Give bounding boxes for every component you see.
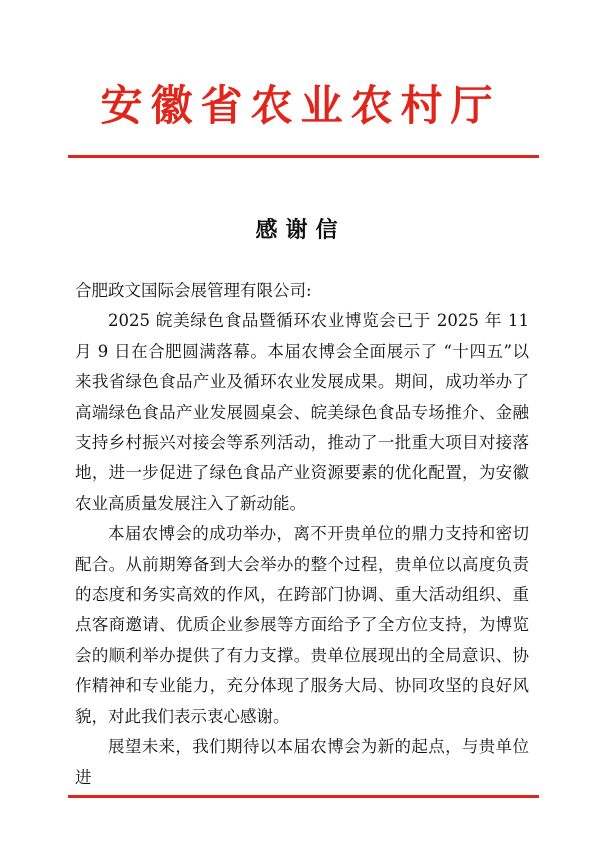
paragraph-2: 本届农博会的成功举办，离不开贵单位的鼎力支持和密切配合。从前期筹备到大会举办的整个过程，贵单位以高度负责的态度和务实高效的作风，在跨部门协调、重大活动组织、重点客商邀请、优质企业参展等方面给予了全方位支持，为博览会的顺利举办提供了有力支撑。贵单位展现出的全局意识、协作精神和专业能力，充分体现了服务大局、协同攻坚的良好风貌，对此我们表示衷心感谢。 [75, 524, 529, 726]
paragraph-3: 展望未来，我们期待以本届农博会为新的起点，与贵单位进 [75, 737, 529, 787]
letterhead-red-rule [68, 155, 539, 158]
letter-title: 感谢信 [255, 217, 346, 243]
salutation: 合肥政文国际会展管理有限公司: [75, 281, 312, 300]
paragraph-1: 2025 皖美绿色食品暨循环农业博览会已于 2025 年 11 月 9 日在合肥圆满落幕。本届农博会全面展示了 “十四五”以来我省绿色食品产业及循环农业发展成果。期间，成功举办了高端绿色食品产业发展圆桌会、皖美绿色食品专场推介、金融支持乡村振兴对接会等系列活动，推动了一批重大项目对接落地，进一步促进了绿色食品产业资源要素的优化配置，为安徽农业高质量发展注入了新动能。 [75, 311, 529, 513]
agency-letterhead: 安徽省农业农村厅 [100, 81, 501, 130]
letter-body [75, 276, 529, 793]
footer-red-rule [68, 795, 539, 798]
